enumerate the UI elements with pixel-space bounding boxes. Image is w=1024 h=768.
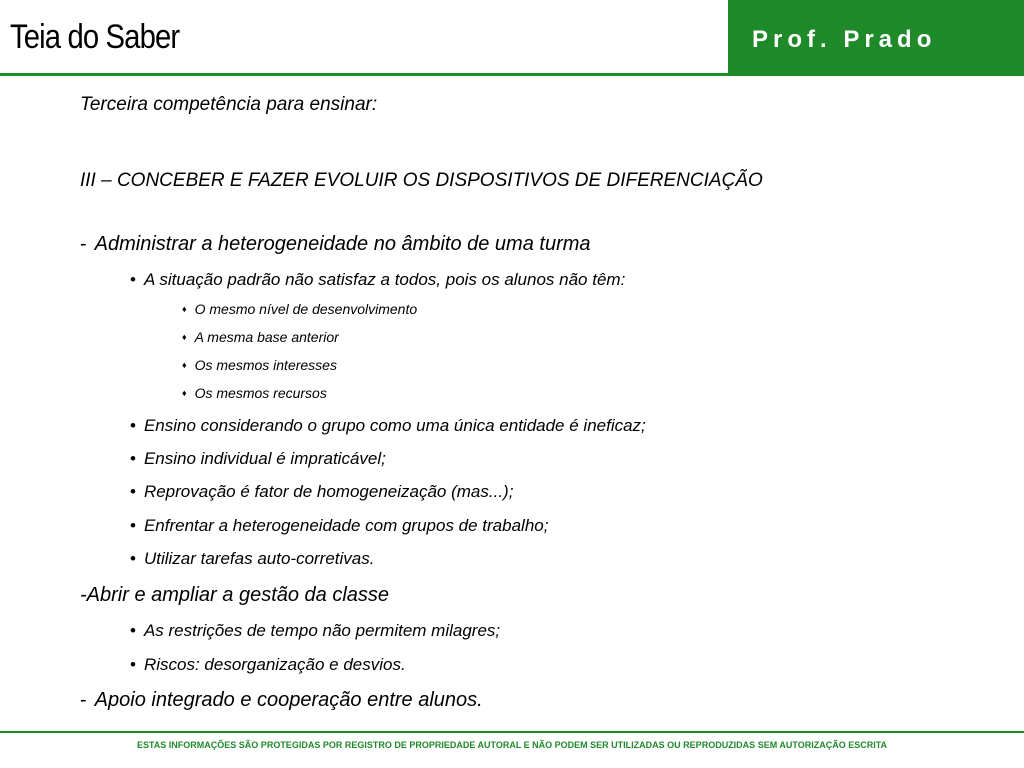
sub-list-item-text: A mesma base anterior bbox=[194, 329, 339, 345]
intro-text: Terceira competência para ensinar: bbox=[80, 94, 378, 115]
sub-list-item bbox=[182, 301, 417, 317]
author-banner bbox=[728, 0, 1024, 76]
topic-title: Apoio integrado e cooperação entre alunos. bbox=[94, 689, 483, 711]
list-item-text: Reprovação é fator de homogeneização (mas...); bbox=[143, 482, 514, 501]
dash-marker: - bbox=[80, 689, 87, 711]
diamond-bullet-icon: ♦ bbox=[182, 332, 187, 342]
bullet-marker: • bbox=[130, 516, 136, 535]
bullet-marker: • bbox=[130, 655, 136, 674]
list-item bbox=[130, 449, 386, 469]
sub-list-item bbox=[182, 385, 327, 401]
sub-list-item-text: Os mesmos interesses bbox=[194, 357, 337, 373]
list-item-text: Riscos: desorganização e desvios. bbox=[143, 655, 406, 674]
page-title: Teia do Saber bbox=[10, 18, 180, 56]
sub-list-item bbox=[182, 357, 337, 373]
copyright-notice: ESTAS INFORMAÇÕES SÃO PROTEGIDAS POR REGISTRO DE PROPRIEDADE AUTORAL E NÃO PODEM SER UTILIZADAS OU REPRODUZIDAS SEM AUTORIZAÇÃO ESCRITA bbox=[136, 740, 888, 750]
list-item bbox=[130, 549, 374, 569]
topic-administrar bbox=[80, 233, 591, 256]
topic-title: Administrar a heterogeneidade no âmbito de uma turma bbox=[94, 233, 591, 255]
list-item bbox=[130, 270, 625, 290]
list-item-text: Enfrentar a heterogeneidade com grupos de trabalho; bbox=[143, 516, 549, 535]
list-item-text: A situação padrão não satisfaz a todos, pois os alunos não têm: bbox=[143, 270, 626, 289]
section-heading: III – CONCEBER E FAZER EVOLUIR OS DISPOSITIVOS DE DIFERENCIAÇÃO bbox=[80, 170, 763, 191]
bullet-marker: • bbox=[130, 549, 136, 568]
author-name: Prof. Prado bbox=[752, 26, 937, 53]
header-divider bbox=[0, 73, 728, 76]
sub-list-item-text: Os mesmos recursos bbox=[194, 385, 327, 401]
dash-marker: - bbox=[80, 233, 87, 255]
list-item-text: Utilizar tarefas auto-corretivas. bbox=[143, 549, 375, 568]
topic-apoio bbox=[80, 689, 483, 712]
list-item bbox=[130, 655, 406, 675]
list-item-text: Ensino individual é impraticável; bbox=[143, 449, 386, 468]
sub-list-item-text: O mesmo nível de desenvolvimento bbox=[194, 301, 418, 317]
list-item bbox=[130, 621, 500, 641]
list-item bbox=[130, 516, 548, 536]
dash-marker: - bbox=[80, 584, 87, 606]
bullet-marker: • bbox=[130, 416, 136, 435]
diamond-bullet-icon: ♦ bbox=[182, 360, 187, 370]
list-item bbox=[130, 482, 513, 502]
bullet-marker: • bbox=[130, 270, 136, 289]
list-item-text: As restrições de tempo não permitem milagres; bbox=[143, 621, 501, 640]
sub-list-item bbox=[182, 329, 339, 345]
topic-gestao bbox=[80, 584, 389, 607]
bullet-marker: • bbox=[130, 482, 136, 501]
topic-title: Abrir e ampliar a gestão da classe bbox=[86, 584, 390, 606]
bullet-marker: • bbox=[130, 621, 136, 640]
list-item-text: Ensino considerando o grupo como uma única entidade é ineficaz; bbox=[143, 416, 646, 435]
diamond-bullet-icon: ♦ bbox=[182, 304, 187, 314]
footer-divider bbox=[0, 731, 1024, 733]
bullet-marker: • bbox=[130, 449, 136, 468]
list-item bbox=[130, 416, 646, 436]
diamond-bullet-icon: ♦ bbox=[182, 388, 187, 398]
